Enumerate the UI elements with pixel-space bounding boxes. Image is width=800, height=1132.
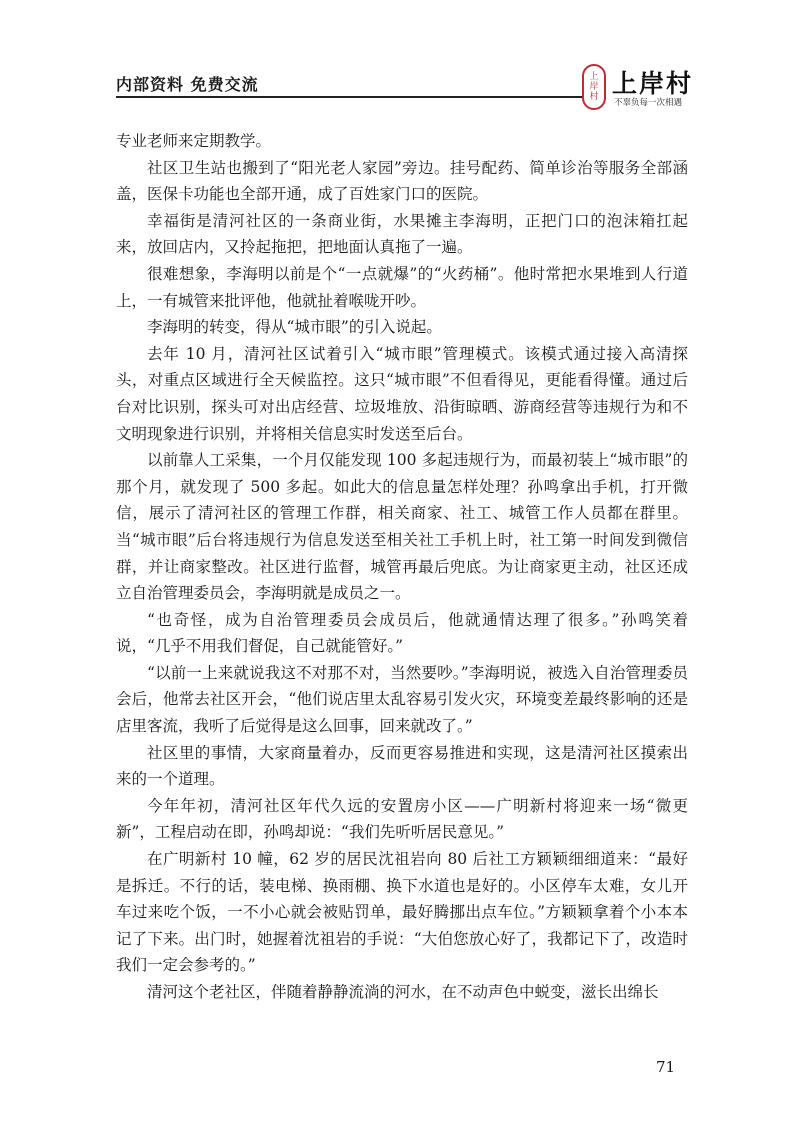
header-rule (116, 96, 582, 98)
paragraph: “也奇怪，成为自治管理委员会成员后，他就通情达理了很多。”孙鸣笑着说，“几乎不用我们督促，自己就能管好。” (116, 610, 688, 656)
paragraph: 去年 10 月，清河社区试着引入“城市眼”管理模式。该模式通过接入高清探头，对重点区域进行全天候监控。这只“城市眼”不但看得见，更能看得懂。通过后台对比识别，探头可对出店经营、垃圾堆放、沿街晾晒、游商经营等违规行为和不文明现象进行识别，并将相关信息实时发送至后台。 (116, 344, 688, 443)
paragraph: 今年年初，清河社区年代久远的安置房小区——广明新村将迎来一场“微更新”，工程启动在即，孙鸣却说：“我们先听听居民意见。” (116, 796, 688, 842)
brand-logo (582, 64, 696, 116)
paragraph: 很难想象，李海明以前是个“一点就爆”的“火药桶”。他时常把水果堆到人行道上，一有城管来批评他，他就扯着喉咙开吵。 (116, 264, 688, 310)
paragraph: 专业老师来定期教学。 (116, 132, 272, 150)
seal-char: 岸 (589, 82, 599, 92)
paragraph: 清河这个老社区，伴随着静静流淌的河水，在不动声色中蜕变，滋长出绵长 (147, 983, 659, 1001)
seal-char: 村 (589, 92, 599, 102)
page-number: 71 (656, 1058, 676, 1076)
paragraph: 李海明的转变，得从“城市眼”的引入说起。 (147, 318, 442, 337)
seal-char: 上 (589, 72, 599, 82)
header-title: 内部资料 免费交流 (116, 75, 259, 94)
article-body (116, 128, 688, 1006)
logo-slogan: 不辜负每一次相遇 (614, 98, 683, 108)
paragraph: 幸福街是清河社区的一条商业街，水果摊主李海明，正把门口的泡沫箱扛起来，放回店内，又拎起拖把，把地面认真拖了一遍。 (116, 211, 688, 257)
paragraph: 在广明新村 10 幢，62 岁的居民沈祖岩向 80 后社工方颖颖细细道来：“最好是拆迁。不行的话，装电梯、换雨棚、换下水道也是好的。小区停车太难，女儿开车过来吃个饭，一不小心就会被贴罚单，最好腾挪出点车位。”方颖颖拿着个小本本记了下来。出门时，她握着沈祖岩的手说：“大伯您放心好了，我都记下了，改造时我们一定会参考的。” (116, 850, 688, 975)
logo-seal (582, 64, 606, 110)
paragraph: “以前一上来就说我这不对那不对，当然要吵。”李海明说，被选入自治管理委员会后，他常去社区开会，“他们说店里太乱容易引发火灾，环境变差最终影响的还是店里客流，我听了后觉得是这么回事，回来就改了。” (116, 663, 688, 736)
page-header (116, 62, 696, 122)
paragraph: 以前靠人工采集，一个月仅能发现 100 多起违规行为，而最初装上“城市眼”的那个月，就发现了 500 多起。如此大的信息量怎样处理？孙鸣拿出手机，打开微信，展示了清河社区的管理工作群，相关商家、社工、城管工作人员都在群里。当“城市眼”后台将违规行为信息发送至相关社工手机上时，社工第一时间发到微信群，并让商家整改。社区进行监督，城管再最后兜底。为让商家更主动，社区还成立自治管理委员会，李海明就是成员之一。 (116, 451, 688, 603)
paragraph: 社区卫生站也搬到了“阳光老人家园”旁边。挂号配药、简单诊治等服务全部涵盖，医保卡功能也全部开通，成了百姓家门口的医院。 (116, 158, 688, 204)
paragraph: 社区里的事情，大家商量着办，反而更容易推进和实现，这是清河社区摸索出来的一个道理。 (116, 743, 688, 789)
logo-brand-name: 上岸村 (612, 69, 694, 98)
